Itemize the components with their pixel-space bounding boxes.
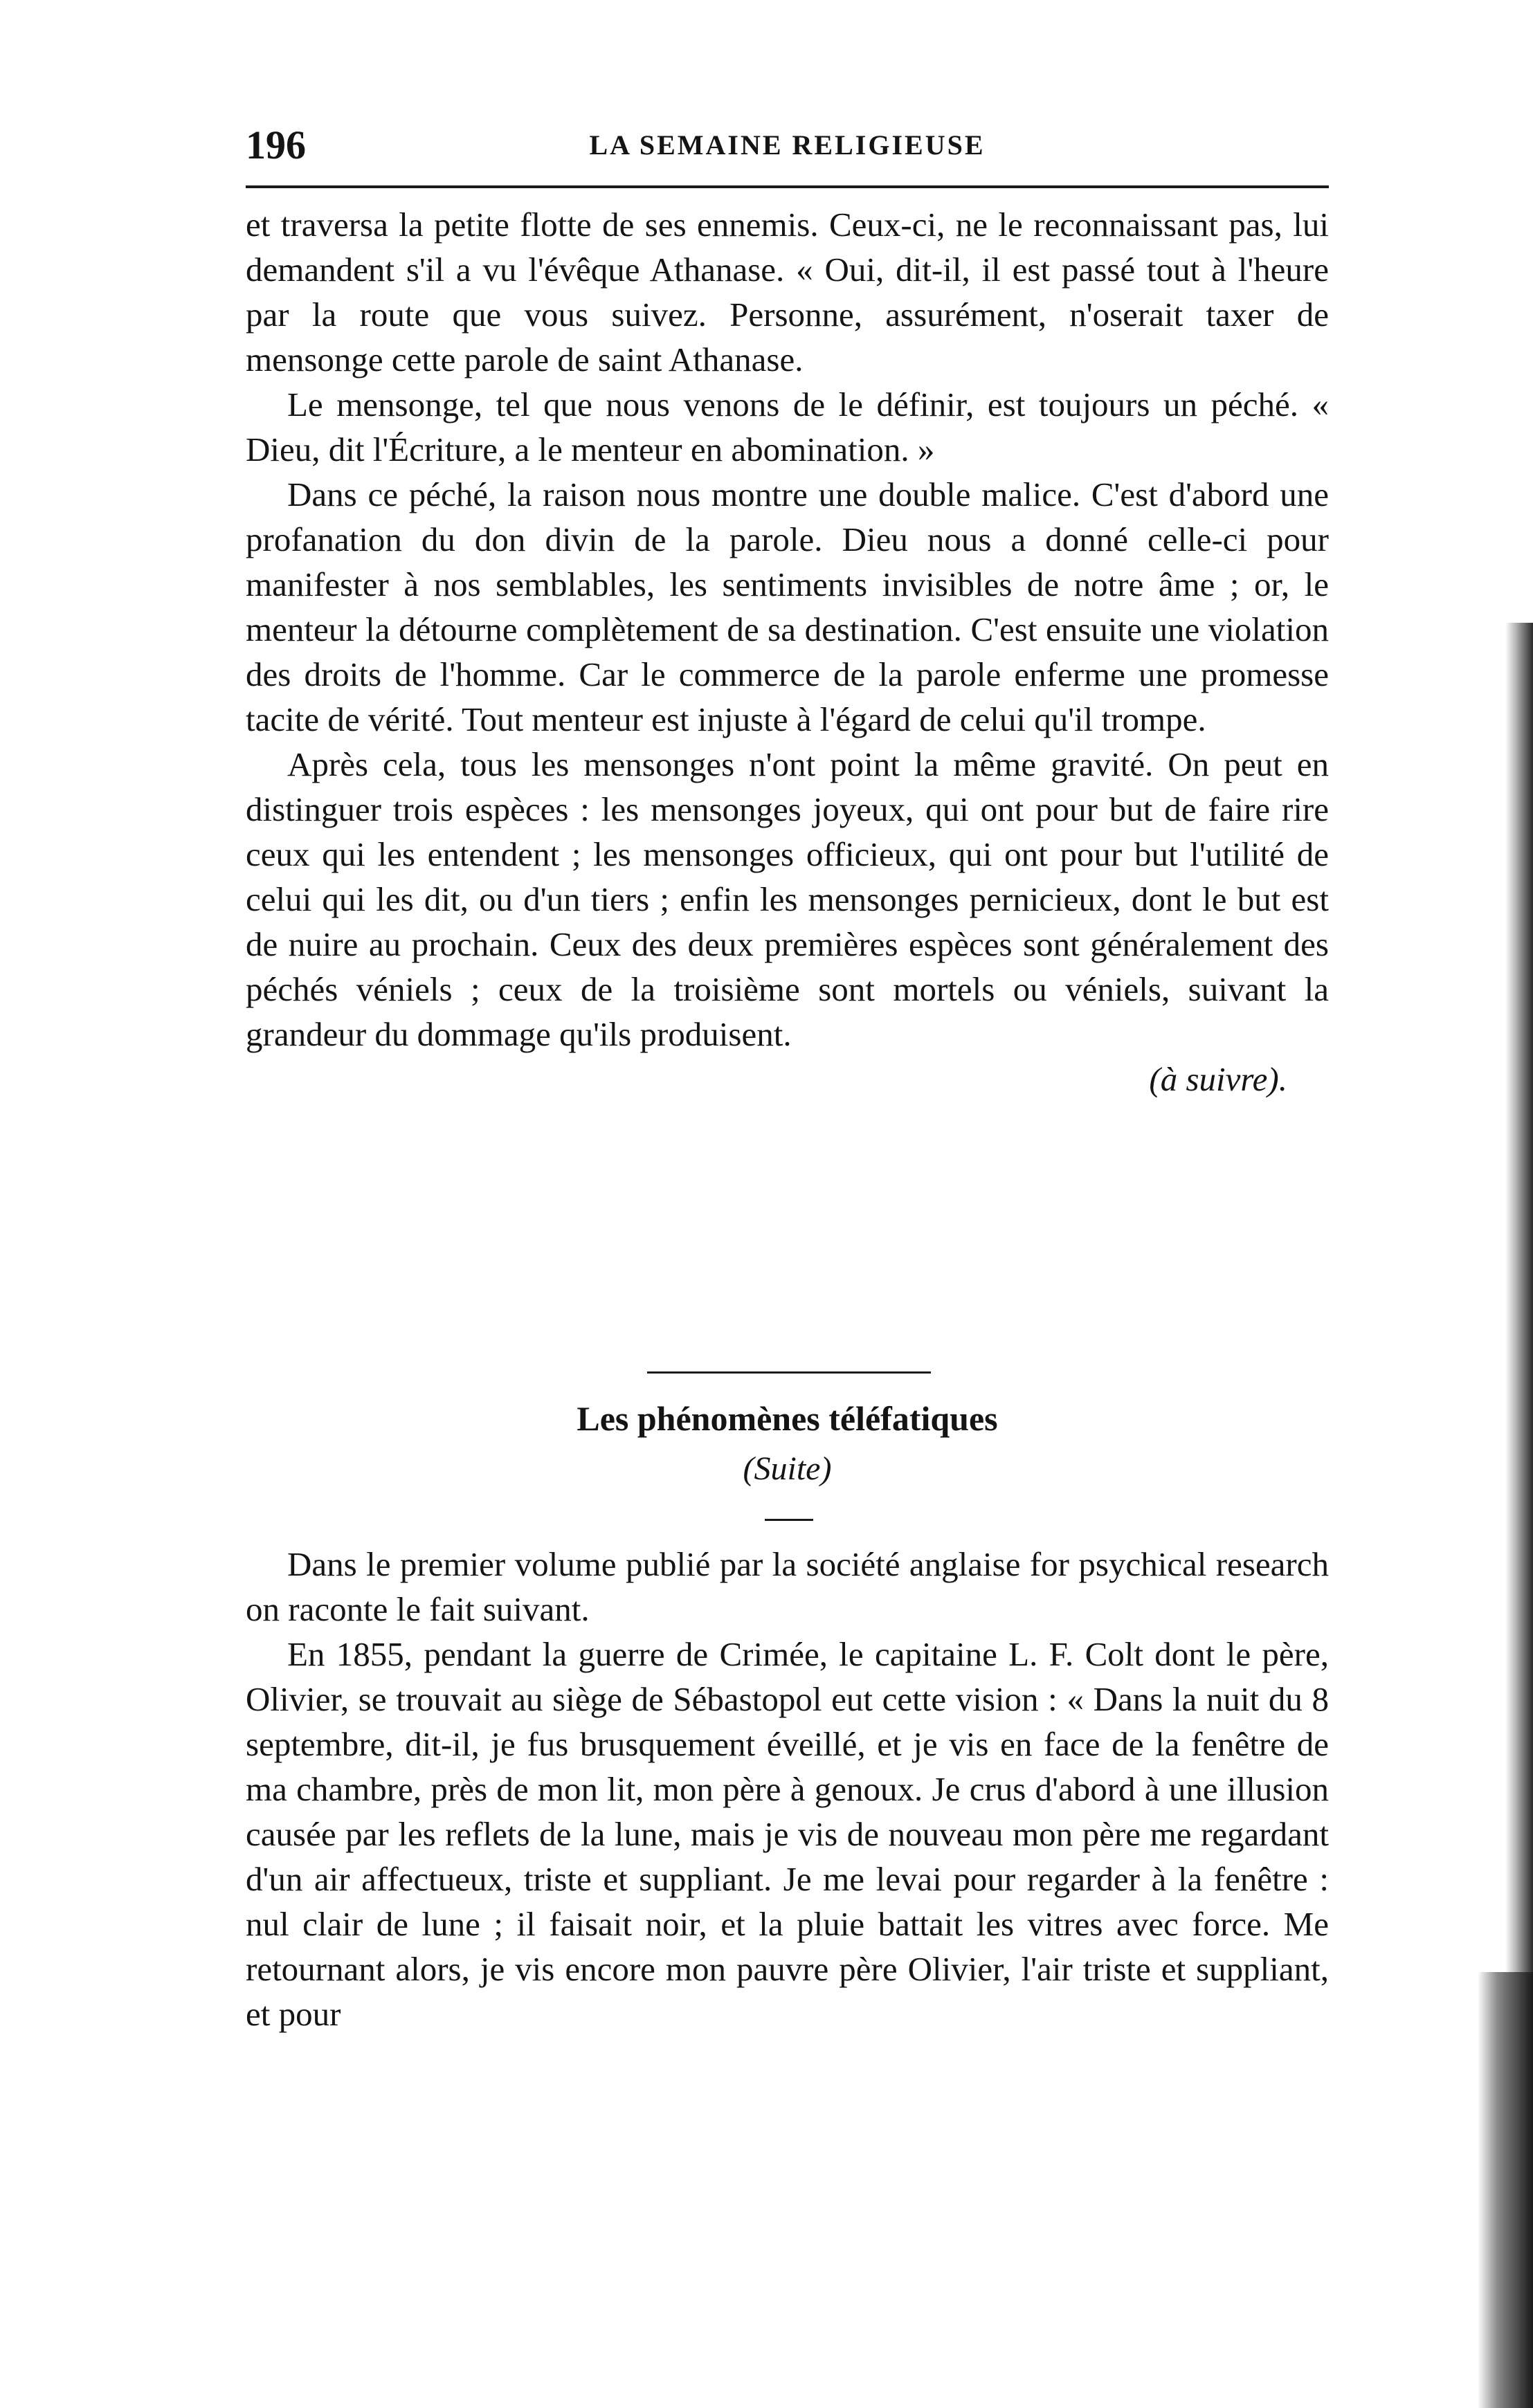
continuation-note: (à suivre). <box>1149 1060 1287 1098</box>
page-number: 196 <box>246 122 306 167</box>
article-text <box>246 1542 1329 2036</box>
paragraph: et traversa la petite flotte de ses ennemis. Ceux-ci, ne le reconnaissant pas, lui demandent s'il a vu l'évêque Athanase. « Oui, dit-il, il est passé tout à l'heure par la route que vous suivez. Personne, assurément, n'oserait taxer de mensonge cette parole de saint Athanase. <box>246 206 1329 378</box>
article-title: Les phénomènes téléfatiques <box>577 1399 998 1438</box>
paragraph: En 1855, pendant la guerre de Crimée, le capitaine L. F. Colt dont le père, Olivier, se trouvait au siège de Sébastopol eut cette vision : « Dans la nuit du 8 septembre, dit-il, je fus brusquement éveillé, et je vis en face de la fenêtre de ma chambre, près de mon lit, mon père à genoux. Je crus d'abord à une illusion causée par les reflets de la lune, mais je vis de nouveau mon père me regardant d'un air affectueux, triste et suppliant. Je me levai pour regarder à la fenêtre : nul clair de lune ; il faisait noir, et la pluie battait les vitres avec force. Me retournant alors, je vis encore mon pauvre père Olivier, l'air triste et suppliant, et pour <box>246 1635 1329 2033</box>
paragraph: Après cela, tous les mensonges n'ont point la même gravité. On peut en distinguer trois espèces : les mensonges joyeux, qui ont pour but de faire rire ceux qui les entendent ; les mensonges officieux, qui ont pour but l'utilité de celui qui les dit, ou d'un tiers ; enfin les mensonges pernicieux, dont le but est de nuire au prochain. Ceux des deux premières espèces sont généralement des péchés véniels ; ceux de la troisième sont mortels ou véniels, suivant la grandeur du dommage qu'ils produisent. <box>246 745 1329 1053</box>
header-rule <box>246 185 1329 188</box>
paragraph: Dans ce péché, la raison nous montre une double malice. C'est d'abord une profanation du don divin de la parole. Dieu nous a donné celle-ci pour manifester à nos semblables, les sentiments invisibles de notre âme ; or, le menteur la détourne complètement de sa destination. C'est ensuite une violation des droits de l'homme. Car le commerce de la parole enferme une promesse tacite de vérité. Tout menteur est injuste à l'égard de celui qu'il trompe. <box>246 475 1329 738</box>
section-text <box>246 202 1329 1102</box>
section-divider <box>647 1371 931 1374</box>
scan-edge-shadow <box>1478 1972 1533 2408</box>
running-title: LA SEMAINE RELIGIEUSE <box>589 129 986 161</box>
page-header <box>246 118 1329 173</box>
paragraph: Dans le premier volume publié par la société anglaise for psychical research on raconte le fait suivant. <box>246 1545 1329 1628</box>
paragraph: Le mensonge, tel que nous venons de le définir, est toujours un péché. « Dieu, dit l'Écriture, a le menteur en abomination. » <box>246 385 1329 468</box>
title-rule <box>765 1519 813 1521</box>
article-subtitle: (Suite) <box>743 1450 832 1487</box>
